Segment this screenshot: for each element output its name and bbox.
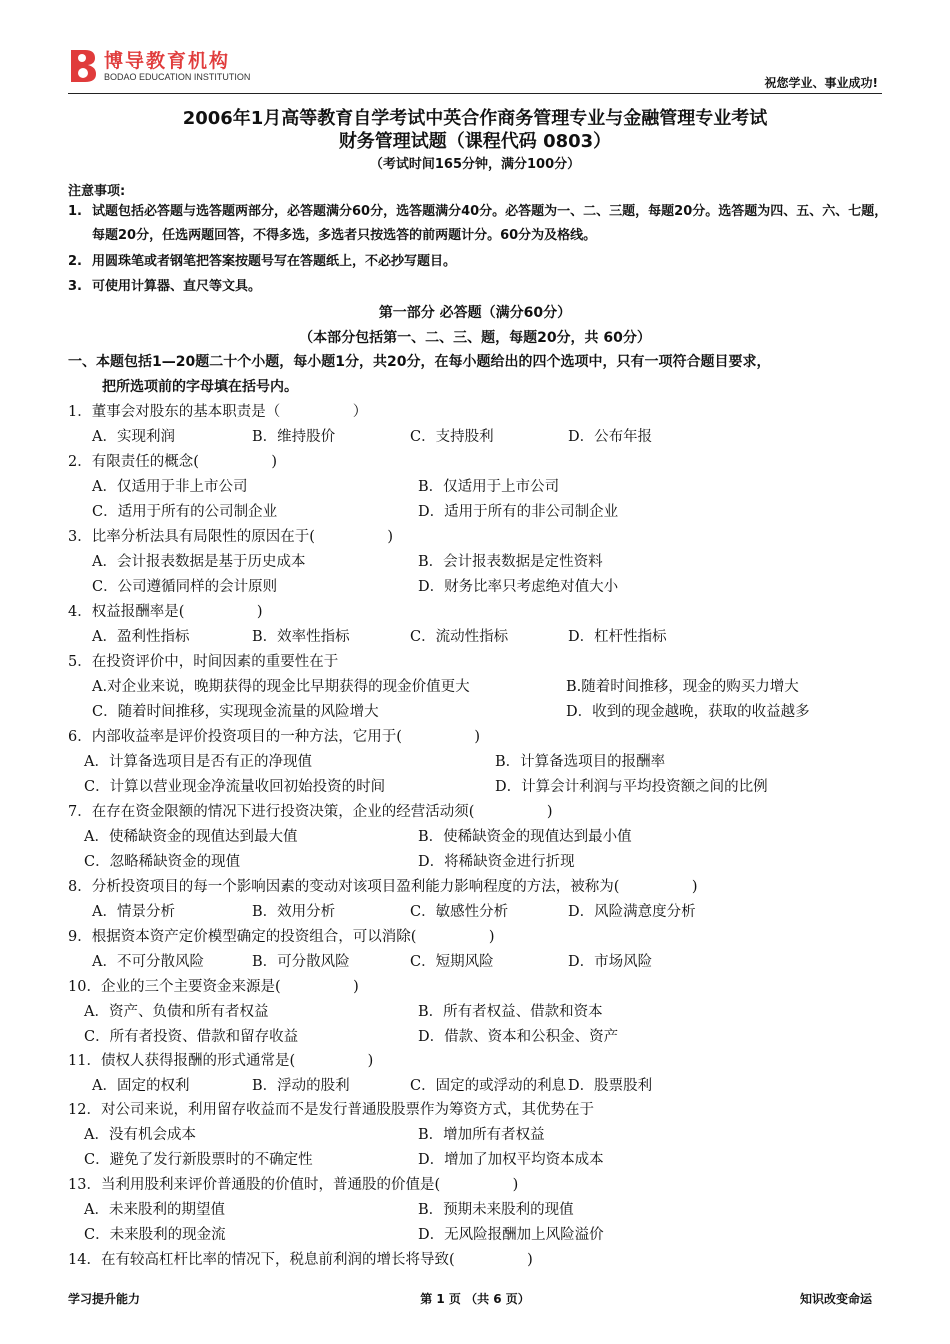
question-option: D．市场风险: [568, 954, 653, 970]
logo-english-text: BODAO EDUCATION INSTITUTION: [104, 72, 251, 82]
question-option: D．公布年报: [568, 429, 653, 445]
question-option: C．适用于所有的公司制企业: [92, 504, 278, 520]
exam-subtitle: 财务管理试题（课程代码 0803）: [338, 131, 612, 152]
note-item: [68, 275, 888, 299]
question-option: D．股票股利: [568, 1078, 653, 1094]
question-stem: 4．权益报酬率是( ): [68, 604, 263, 620]
question-option: C．支持股利: [410, 429, 494, 445]
question-option: A．未来股利的期望值: [84, 1202, 225, 1218]
question-option: D．借款、资本和公积金、资产: [418, 1029, 619, 1045]
question-option: B．计算备选项目的报酬率: [495, 754, 666, 770]
question-stem: 11．债权人获得报酬的形式通常是( ): [68, 1053, 374, 1069]
question-option: B．效用分析: [252, 904, 336, 920]
question-option: D．杠杆性指标: [568, 629, 667, 645]
question-option: C．计算以营业现金净流量收回初始投资的时间: [84, 779, 386, 795]
question-stem: 7．在存在资金限额的情况下进行投资决策，企业的经营活动须( ): [68, 804, 553, 820]
section-instruction-line: 把所选项前的字母填在括号内。: [102, 379, 298, 395]
question-option: A.对企业来说，晚期获得的现金比早期获得的现金价值更大: [92, 679, 470, 695]
question-stem: 6．内部收益率是评价投资项目的一种方法，它用于( ): [68, 729, 481, 745]
question-option: A．固定的权利: [92, 1078, 190, 1094]
question-option: A．实现利润: [92, 429, 175, 445]
question-stem: 3．比率分析法具有局限性的原因在于( ): [68, 529, 394, 545]
footer-page-number: 第 1 页 （共 6 页）: [420, 1292, 530, 1306]
note-number: 2.: [68, 254, 82, 269]
question-option: C．忽略稀缺资金的现值: [84, 854, 241, 870]
question-option: B.随着时间推移，现金的购买力增大: [566, 679, 799, 695]
question-option: A．盈利性指标: [92, 629, 190, 645]
question-option: D．收到的现金越晚，获取的收益越多: [566, 704, 810, 720]
question-option: A．计算备选项目是否有正的净现值: [84, 754, 312, 770]
question-option: C．流动性指标: [410, 629, 509, 645]
question-option: B．预期未来股利的现值: [418, 1202, 574, 1218]
question-option: D．风险满意度分析: [568, 904, 696, 920]
note-text: 用圆珠笔或者钢笔把答案按题号写在答题纸上，不必抄写题目。: [92, 254, 457, 269]
question-option: B．维持股价: [252, 429, 336, 445]
question-stem: 10．企业的三个主要资金来源是( ): [68, 979, 359, 995]
question-stem: 13．当利用股利来评价普通股的价值时，普通股的价值是( ): [68, 1177, 519, 1193]
note-text: 试题包括必答题与选答题两部分，必答题满分60分，选答题满分40分。必答题为一、二、三题，每题20分。选答题为四、五、六、七题，每题20分，任选两题回答，不得多选，多选者只按选答的前两题计分。60分为及格线。: [92, 204, 888, 243]
question-option: A．没有机会成本: [84, 1127, 196, 1143]
question-option: C．短期风险: [410, 954, 494, 970]
question-option: C．未来股利的现金流: [84, 1227, 226, 1243]
question-option: B．可分散风险: [252, 954, 350, 970]
question-option: B．使稀缺资金的现值达到最小值: [418, 829, 632, 845]
question-option: D．适用于所有的非公司制企业: [418, 504, 619, 520]
question-option: B．浮动的股利: [252, 1078, 350, 1094]
question-option: A．仅适用于非上市公司: [92, 479, 248, 495]
question-option: C．避免了发行新股票时的不确定性: [84, 1152, 313, 1168]
question-stem: 5．在投资评价中，时间因素的重要性在于: [68, 654, 339, 670]
question-option: D．将稀缺资金进行折现: [418, 854, 575, 870]
question-option: B．所有者权益、借款和资本: [418, 1004, 603, 1020]
exam-title: 2006年1月高等教育自学考试中英合作商务管理专业与金融管理专业考试: [182, 108, 768, 129]
question-option: C．固定的或浮动的利息: [410, 1078, 567, 1094]
footer-left-text: 学习提升能力: [68, 1292, 141, 1306]
question-option: D．计算会计利润与平均投资额之间的比例: [495, 779, 768, 795]
question-option: A．资产、负债和所有者权益: [84, 1004, 269, 1020]
question-option: A．不可分散风险: [92, 954, 204, 970]
note-item: [68, 200, 888, 248]
part-title: 第一部分 必答题（满分60分）: [378, 305, 572, 321]
header-divider: [68, 93, 882, 94]
question-stem: 12．对公司来说，利用留存收益而不是发行普通股股票作为筹资方式，其优势在于: [68, 1102, 594, 1118]
question-stem: 2．有限责任的概念( ): [68, 454, 278, 470]
question-option: A．使稀缺资金的现值达到最大值: [84, 829, 298, 845]
question-option: B．仅适用于上市公司: [418, 479, 560, 495]
notes-heading: 注意事项:: [68, 184, 126, 199]
bodao-logo-icon: [68, 48, 98, 84]
question-option: A．情景分析: [92, 904, 175, 920]
note-item: [68, 250, 888, 274]
section-instruction: [68, 350, 898, 400]
question-option: C．公司遵循同样的会计原则: [92, 579, 278, 595]
note-text: 可使用计算器、直尺等文具。: [92, 279, 262, 294]
header-slogan: 祝您学业、事业成功!: [764, 76, 878, 90]
question-option: C．随着时间推移，实现现金流量的风险增大: [92, 704, 379, 720]
question-option: D．无风险报酬加上风险溢价: [418, 1227, 604, 1243]
question-stem: 1．董事会对股东的基本职责是（ ）: [68, 404, 368, 420]
note-number: 1.: [68, 204, 82, 219]
question-option: C．敏感性分析: [410, 904, 509, 920]
question-stem: 8．分析投资项目的每一个影响因素的变动对该项目盈利能力影响程度的方法，被称为( ): [68, 879, 698, 895]
section-instruction-line: 一、本题包括1—20题二十个小题，每小题1分，共20分，在每小题给出的四个选项中，只有一项符合题目要求，: [68, 354, 771, 370]
question-option: B．效率性指标: [252, 629, 350, 645]
question-option: D．财务比率只考虑绝对值大小: [418, 579, 619, 595]
question-option: B．增加所有者权益: [418, 1127, 545, 1143]
logo-chinese-text: 博导教育机构: [104, 50, 231, 72]
footer-right-text: 知识改变命运: [799, 1292, 872, 1306]
logo: [68, 44, 268, 92]
question-option: C．所有者投资、借款和留存收益: [84, 1029, 299, 1045]
question-option: D．增加了加权平均资本成本: [418, 1152, 604, 1168]
part-subtitle: （本部分包括第一、二、三、题，每题20分，共 60分）: [299, 330, 651, 346]
note-number: 3.: [68, 279, 82, 294]
question-option: B．会计报表数据是定性资料: [418, 554, 603, 570]
question-option: A．会计报表数据是基于历史成本: [92, 554, 306, 570]
question-stem: 9．根据资本资产定价模型确定的投资组合，可以消除( ): [68, 929, 495, 945]
question-stem: 14．在有较高杠杆比率的情况下，税息前利润的增长将导致( ): [68, 1252, 533, 1268]
exam-time-info: （考试时间165分钟，满分100分）: [369, 157, 581, 172]
